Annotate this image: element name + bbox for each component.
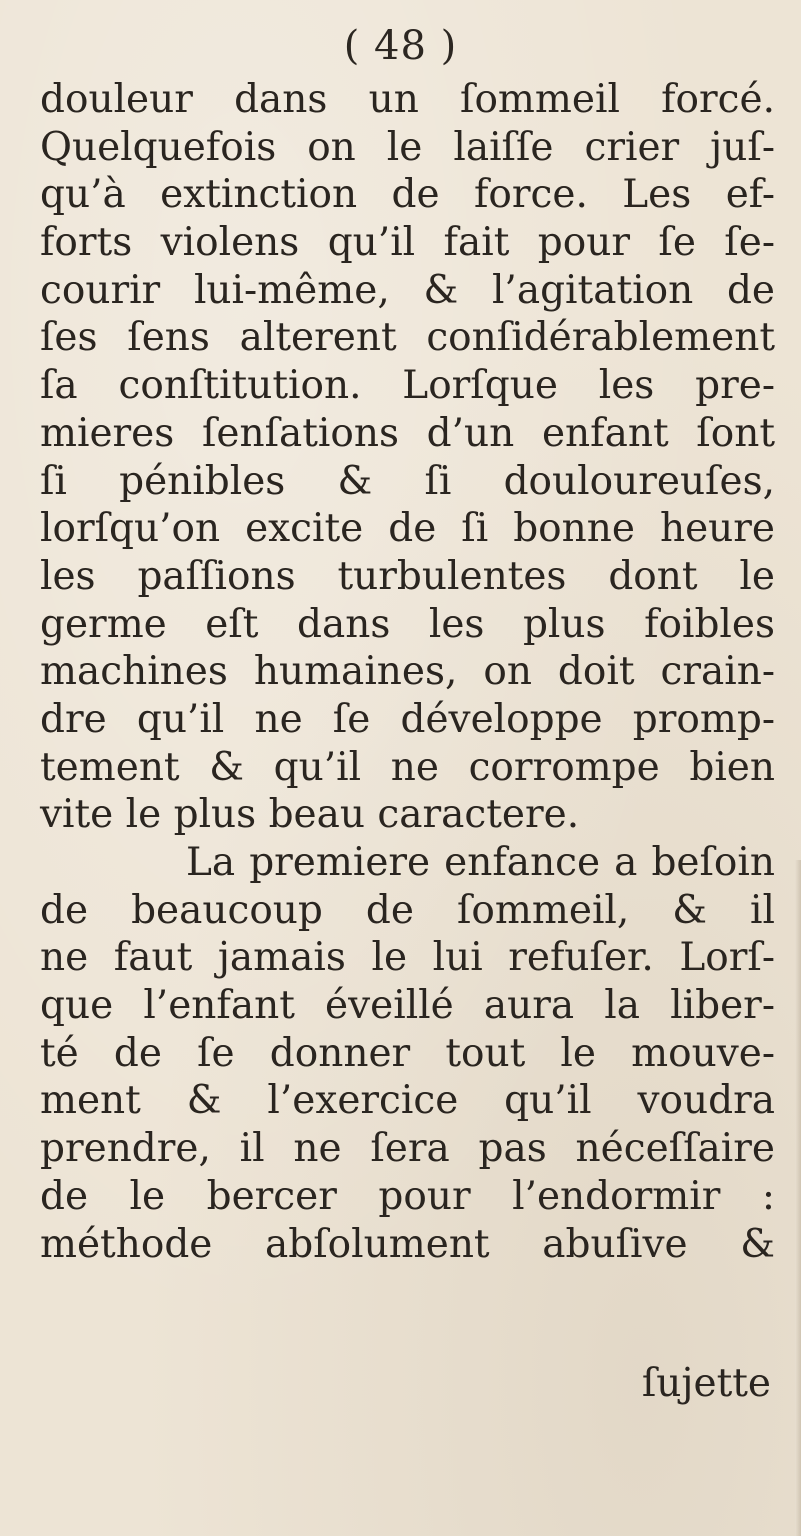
text-line: dre qu’il ne ſe développe promp- bbox=[40, 696, 775, 742]
text-line: les paſſions turbulentes dont le bbox=[40, 553, 775, 599]
text-line: qu’à extinction de force. Les ef- bbox=[40, 172, 775, 218]
text-line: mieres ſenſations d’un enfant ſont bbox=[40, 410, 775, 456]
text-line: de le bercer pour l’endormir : bbox=[40, 1173, 775, 1219]
catchword: ſujette bbox=[641, 1361, 771, 1406]
text-line: lorſqu’on excite de ſi bonne heure bbox=[40, 506, 775, 552]
text-line: ne faut jamais le lui refuſer. Lorſ- bbox=[40, 935, 775, 981]
text-line: que l’enfant éveillé aura la liber- bbox=[40, 983, 775, 1029]
text-line: forts violens qu’il fait pour ſe ſe- bbox=[40, 220, 775, 266]
text-line: courir lui-même, & l’agitation de bbox=[40, 267, 775, 313]
text-line: douleur dans un ſommeil forcé. bbox=[40, 77, 775, 122]
page-edge-shadow bbox=[795, 860, 801, 1536]
text-line: tement & qu’il ne corrompe bien bbox=[40, 744, 775, 790]
text-line: ſa conſtitution. Lorſque les pre- bbox=[40, 363, 775, 409]
text-line: machines humaines, on doit crain- bbox=[40, 649, 775, 695]
text-line: ſi pénibles & ſi douloureuſes, bbox=[40, 458, 775, 504]
text-line: germe eſt dans les plus foibles bbox=[40, 601, 775, 647]
text-line: vite le plus beau caractere. bbox=[40, 792, 580, 838]
text-line: de beaucoup de ſommeil, & il bbox=[40, 887, 775, 933]
paragraph-first-line: La premiere enfance a beſoin bbox=[186, 840, 775, 885]
text-line: méthode abſolument abuſive & bbox=[40, 1221, 775, 1267]
text-line: Quelquefois on le laiſſe crier juſ- bbox=[40, 124, 775, 170]
page-number: ( 48 ) bbox=[343, 23, 458, 69]
text-line: prendre, il ne ſera pas néceſſaire bbox=[40, 1126, 775, 1172]
text-line: té de ſe donner tout le mouve- bbox=[40, 1030, 775, 1076]
text-line: ſes ſens alterent conſidérablement bbox=[40, 315, 775, 361]
body-text bbox=[40, 76, 775, 1268]
text-line: ment & l’exercice qu’il voudra bbox=[40, 1078, 775, 1124]
